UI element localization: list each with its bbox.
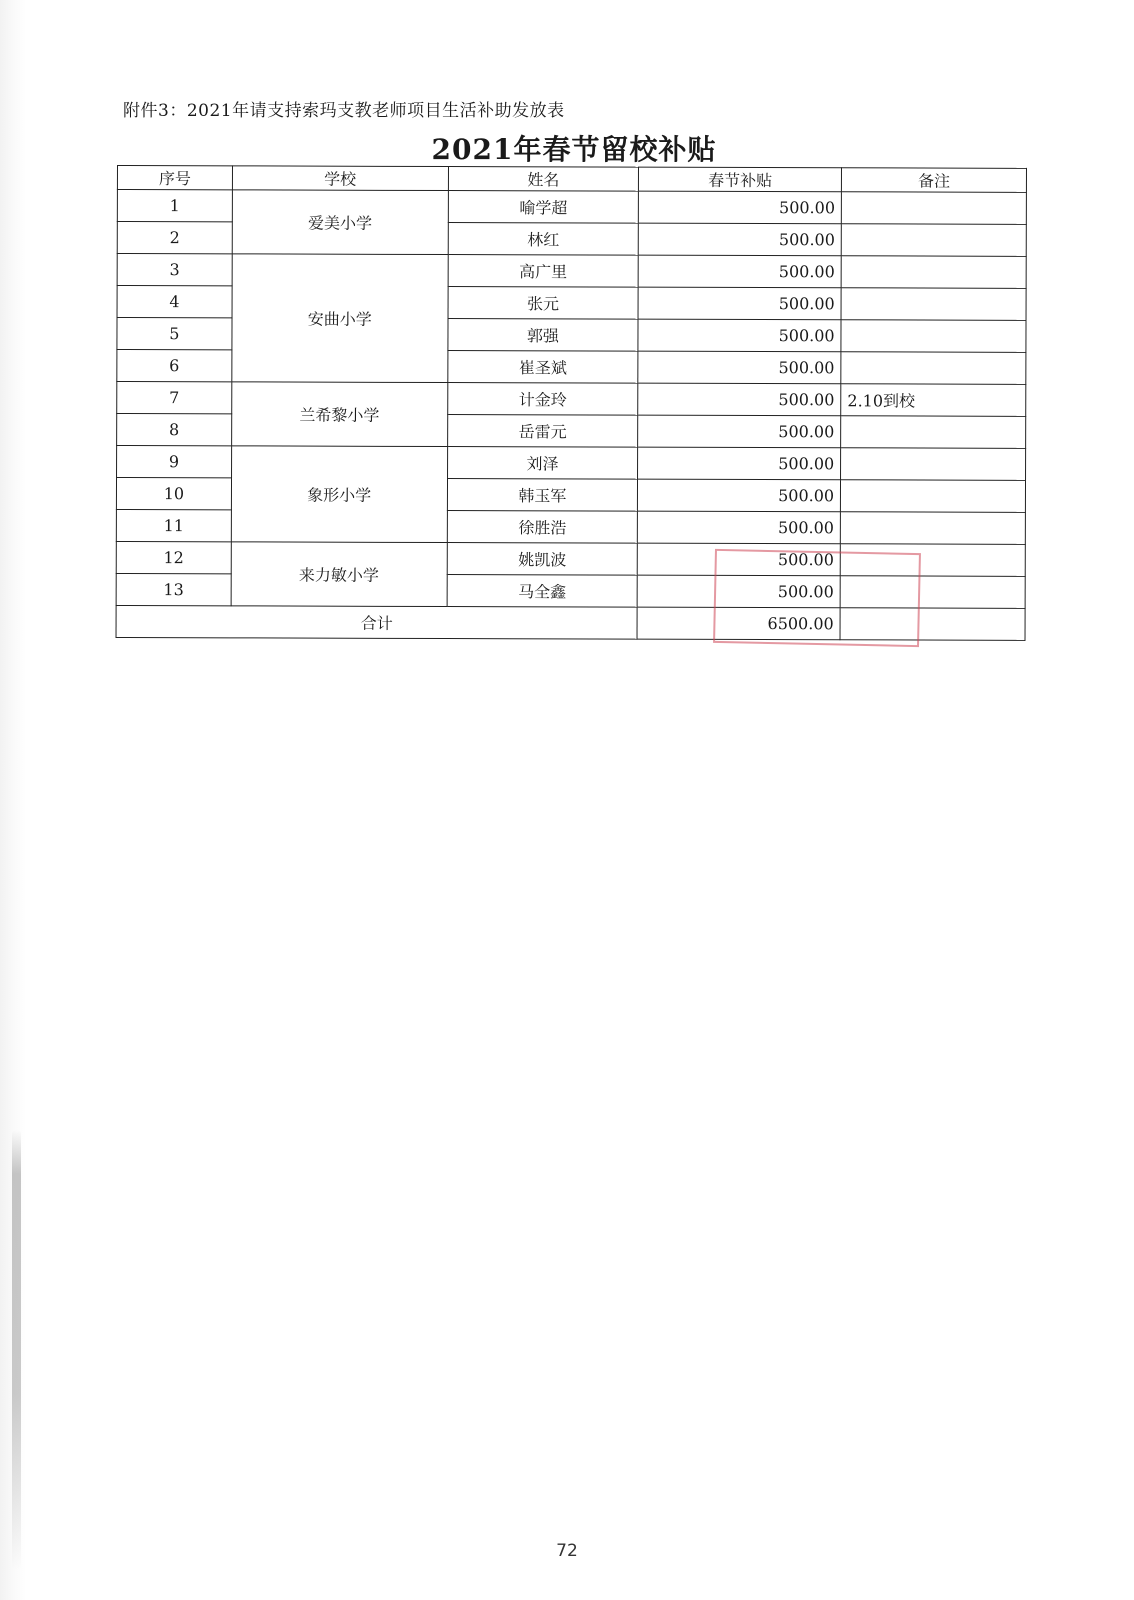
row-number: 4 [117, 286, 232, 318]
total-row [116, 605, 1025, 640]
table-row [116, 541, 1025, 576]
subsidy-amount: 500.00 [638, 511, 841, 544]
note-cell [841, 352, 1026, 385]
school-cell: 爱美小学 [232, 190, 448, 255]
subsidy-amount: 500.00 [638, 255, 841, 288]
column-header-no: 序号 [117, 166, 232, 190]
attachment-line: 附件3：2021年请支持索玛支教老师项目生活补助发放表 [123, 101, 565, 121]
teacher-name: 韩玉军 [447, 479, 638, 512]
note-cell [841, 256, 1026, 289]
note-cell [841, 448, 1026, 481]
total-amount: 6500.00 [637, 607, 840, 640]
school-cell: 安曲小学 [232, 254, 448, 383]
subsidy-amount: 500.00 [638, 383, 841, 416]
note-cell [841, 224, 1026, 257]
school-cell: 来力敏小学 [231, 542, 447, 607]
row-number: 10 [116, 478, 231, 510]
row-number: 2 [117, 222, 232, 254]
subsidy-amount: 500.00 [638, 287, 841, 320]
teacher-name: 刘泽 [447, 447, 638, 480]
row-number: 8 [117, 414, 232, 446]
subsidy-amount: 500.00 [638, 447, 841, 480]
column-header-note: 备注 [842, 168, 1027, 193]
note-cell [840, 544, 1025, 577]
column-header-school: 学校 [232, 166, 448, 191]
note-cell [841, 320, 1026, 353]
note-cell [841, 416, 1026, 449]
subsidy-amount: 500.00 [638, 543, 841, 576]
subsidy-amount: 500.00 [639, 191, 842, 224]
note-cell [840, 576, 1025, 609]
teacher-name: 徐胜浩 [447, 511, 638, 544]
row-number: 13 [116, 573, 231, 605]
teacher-name: 马全鑫 [447, 575, 638, 608]
teacher-name: 岳雷元 [447, 415, 638, 448]
column-header-name: 姓名 [448, 167, 639, 192]
table-header-row [117, 166, 1026, 193]
note-cell [841, 288, 1026, 321]
page-number: 72 [556, 1541, 578, 1561]
column-header-amount: 春节补贴 [639, 167, 842, 192]
row-number: 7 [117, 382, 232, 414]
teacher-name: 高广里 [448, 255, 639, 288]
note-cell [841, 192, 1026, 225]
note-cell [841, 480, 1026, 513]
scan-edge [0, 0, 26, 1600]
subsidy-amount: 500.00 [638, 319, 841, 352]
teacher-name: 郭强 [448, 319, 639, 352]
row-number: 5 [117, 318, 232, 350]
note-cell: 2.10到校 [841, 384, 1026, 417]
row-number: 3 [117, 254, 232, 286]
subsidy-amount: 500.00 [639, 223, 842, 256]
table-row [117, 382, 1026, 417]
row-number: 1 [117, 190, 232, 222]
teacher-name: 姚凯波 [447, 543, 638, 576]
row-number: 11 [116, 509, 231, 541]
note-cell [840, 512, 1025, 545]
subsidy-amount: 500.00 [638, 351, 841, 384]
total-note [840, 608, 1025, 641]
subsidy-amount: 500.00 [637, 575, 840, 608]
teacher-name: 喻学超 [448, 191, 639, 224]
scan-edge-mark [12, 1130, 21, 1570]
subsidy-amount: 500.00 [638, 415, 841, 448]
teacher-name: 计金玲 [447, 383, 638, 416]
teacher-name: 崔圣斌 [447, 351, 638, 384]
teacher-name: 张元 [448, 287, 639, 320]
row-number: 6 [117, 350, 232, 382]
school-cell: 兰希黎小学 [231, 382, 447, 447]
document-title: 2021年春节留校补贴 [431, 133, 717, 166]
subsidy-table [116, 165, 1027, 641]
row-number: 9 [117, 446, 232, 478]
table-row [117, 254, 1026, 289]
subsidy-amount: 500.00 [638, 479, 841, 512]
total-label: 合计 [116, 605, 637, 639]
school-cell: 象形小学 [231, 446, 447, 543]
teacher-name: 林红 [448, 223, 639, 256]
table-row [117, 190, 1026, 225]
row-number: 12 [116, 541, 231, 573]
table-row [117, 446, 1026, 481]
